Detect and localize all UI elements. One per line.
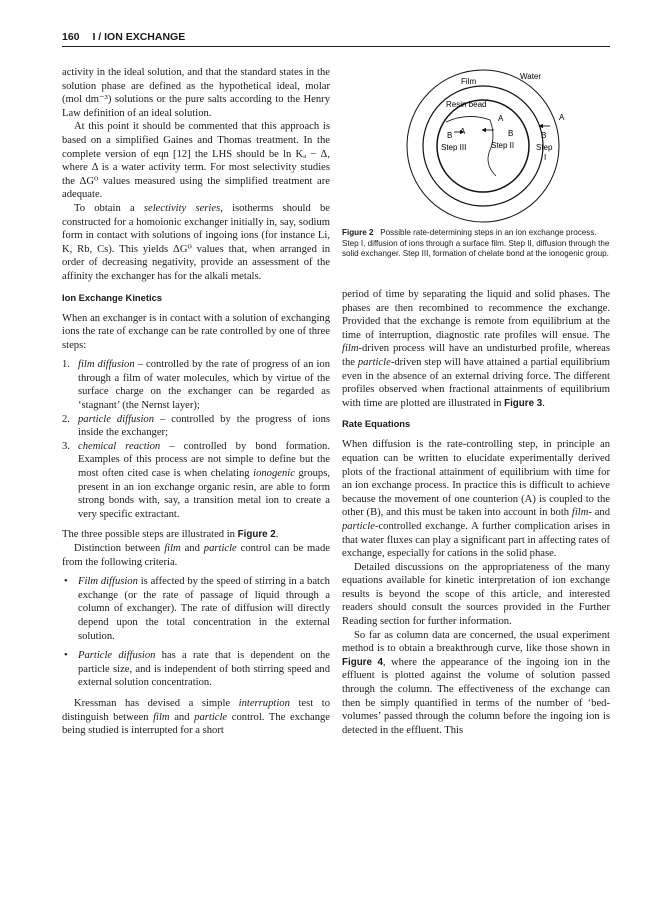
figure-caption — [342, 228, 610, 260]
ion-a-label: A — [460, 127, 466, 136]
paragraph: When an exchanger is in contact with a solution of exchanging ions the rate of exchange can be rate controlled by one of three steps: — [62, 312, 330, 351]
header-rule — [62, 46, 610, 47]
step-iii-label: Step III — [441, 143, 467, 152]
ion-a-label: A — [498, 114, 504, 123]
resin-bead-label: Resin bead — [446, 100, 487, 109]
ion-b-label: B — [541, 131, 547, 140]
running-header — [62, 31, 610, 43]
paragraph: So far as column data are concerned, the usual experiment method is to obtain a breakthrough curve, like those shown in Figure 4, where the appearance of the ingoing ion in the effluent is plotted against the volume of solution passed through the column. The effectiveness of the exchange can then be simply quantified in terms of the number of ‘bed-volumes’ passed through the column before the ingoing ion is detected in the effluent. This — [342, 629, 610, 736]
ion-exchange-diagram — [398, 64, 568, 224]
paragraph: Distinction between film and particle control can be made from the following criteria. — [62, 543, 330, 568]
paragraph: activity in the ideal solution, and that the standard states in the solution phase are defined as the hypothetical ideal, molar (mol dm⁻³) solutions or the pure salts according to the Henry Law definition of an ideal solution. — [62, 67, 330, 119]
paragraph: The three possible steps are illustrated in Figure 2. — [62, 529, 279, 541]
bullet-item: • Particle diffusion has a rate that is dependent on the particle size, and is independent of both stirring speed and external solution concentration. — [64, 650, 330, 689]
figure-2-diagram — [398, 64, 568, 224]
paragraph: When diffusion is the rate-controlling step, in principle an equation can be written to elucidate experimentally derived plots of the fractional attainment of equilibrium with time for an ion exchange process. In practice this is difficult to achieve because the movement of one counterion (A) is coupled to the other (B), and this must be taken into account in both film- and particle-controlled exchange. A further complication arises in that water fluxes can play a significant part in affecting rates of exchange, especially for cations in the solid phase. — [342, 439, 610, 560]
figure-reference: Figure 4 — [342, 656, 383, 668]
ion-a-label: A — [559, 113, 565, 122]
resin-inner-curve — [446, 116, 490, 122]
list-item: 3. chemical reaction – controlled by bond formation. Examples of this process are not simple to define but the most often cited case is when chelating ionogenic groups, present in an ion exchange organic resin, are able to form strong bonds with, say, a transition metal ion to create a very specific extractant. — [62, 440, 330, 520]
right-column — [342, 288, 610, 737]
figure-reference: Figure 3 — [504, 397, 543, 409]
step-i-label: Step — [536, 143, 553, 152]
list-item: 2. particle diffusion – controlled by the progress of ions inside the exchanger; — [62, 413, 330, 439]
caption-text: Possible rate-determining steps in an ion exchange process. Step I, diffusion of ions through a surface film. Step II, diffusion through the solid exchanger. Step III, formation of chelate bond at the ionogenic group. — [342, 228, 610, 259]
film-label: Film — [461, 77, 477, 86]
step-ii-label: Step II — [491, 141, 515, 150]
running-title: I / ION EXCHANGE — [92, 31, 186, 43]
paragraph: period of time by separating the liquid and solid phases. The phases are then recombined to recommence the exchange. Provided that the exchange is remote from equilibrium at the time of interruption, diagnostic rate profiles will ensue. The film-driven process will have an undisturbed profile, whereas the particle-driven step will have attained a partial equilibrium even in the absence of an external driving force. The different profiles observed when fractional attainments of equilibrium with time are plotted are illustrated in Figure 3. — [342, 289, 610, 409]
ion-b-label: B — [447, 131, 453, 140]
list-item: 1. film diffusion – controlled by the rate of progress of an ion through a film of water molecules, which by virtue of the surface charge on the exchanger can be regarded as ‘stagnant’ (the Nernst layer); — [62, 359, 330, 412]
left-column — [62, 66, 330, 738]
figure-reference: Figure 2 — [237, 529, 276, 541]
page-number: 160 — [62, 31, 80, 43]
paragraph: To obtain a selectivity series, isotherms should be constructed for a homoionic exchanger initially in, say, sodium form in contact with solutions of ingoing ions (for instance Li, K, Rb, Cs). This yields ΔG⁰ values that, when arranged in order of decreasing negativity, provide an assessment of the affinity the exchanger has for the alkali metals. — [62, 202, 330, 282]
water-label: Water — [520, 72, 542, 81]
step-i-number: I — [544, 153, 547, 162]
paragraph: Detailed discussions on the appropriateness of the many equations available for kinetic interpretation of ion exchange results is beyond the scope of this article, and interested readers should consult the sources provided in the Further Reading section for further information. — [342, 561, 610, 628]
section-heading-rate-equations: Rate Equations — [342, 418, 411, 430]
ion-b-label: B — [508, 129, 514, 138]
paragraph: At this point it should be commented that this approach is based on a simplified Gaines and Thomas treatment. In the complete version of eqn [12] the LHS should be ln Kₐ − Δ, where Δ is a water activity term. For most selectivity studies the ΔG⁰ values measured using the simplified treatment are adequate. — [62, 121, 330, 201]
paragraph: Kressman has devised a simple interruption test to distinguish between film and particle control. The exchange being studied is interrupted for a short — [62, 697, 330, 737]
steps-list — [62, 358, 330, 521]
section-heading-kinetics: Ion Exchange Kinetics — [62, 291, 163, 303]
bullet-item: • Film diffusion is affected by the speed of stirring in a batch exchange (or the rate of passage of liquid through a column of exchanger). The rate of diffusion will directly depend upon the total concentration in the external solution. — [64, 576, 330, 642]
caption-label: Figure 2 — [342, 228, 374, 237]
